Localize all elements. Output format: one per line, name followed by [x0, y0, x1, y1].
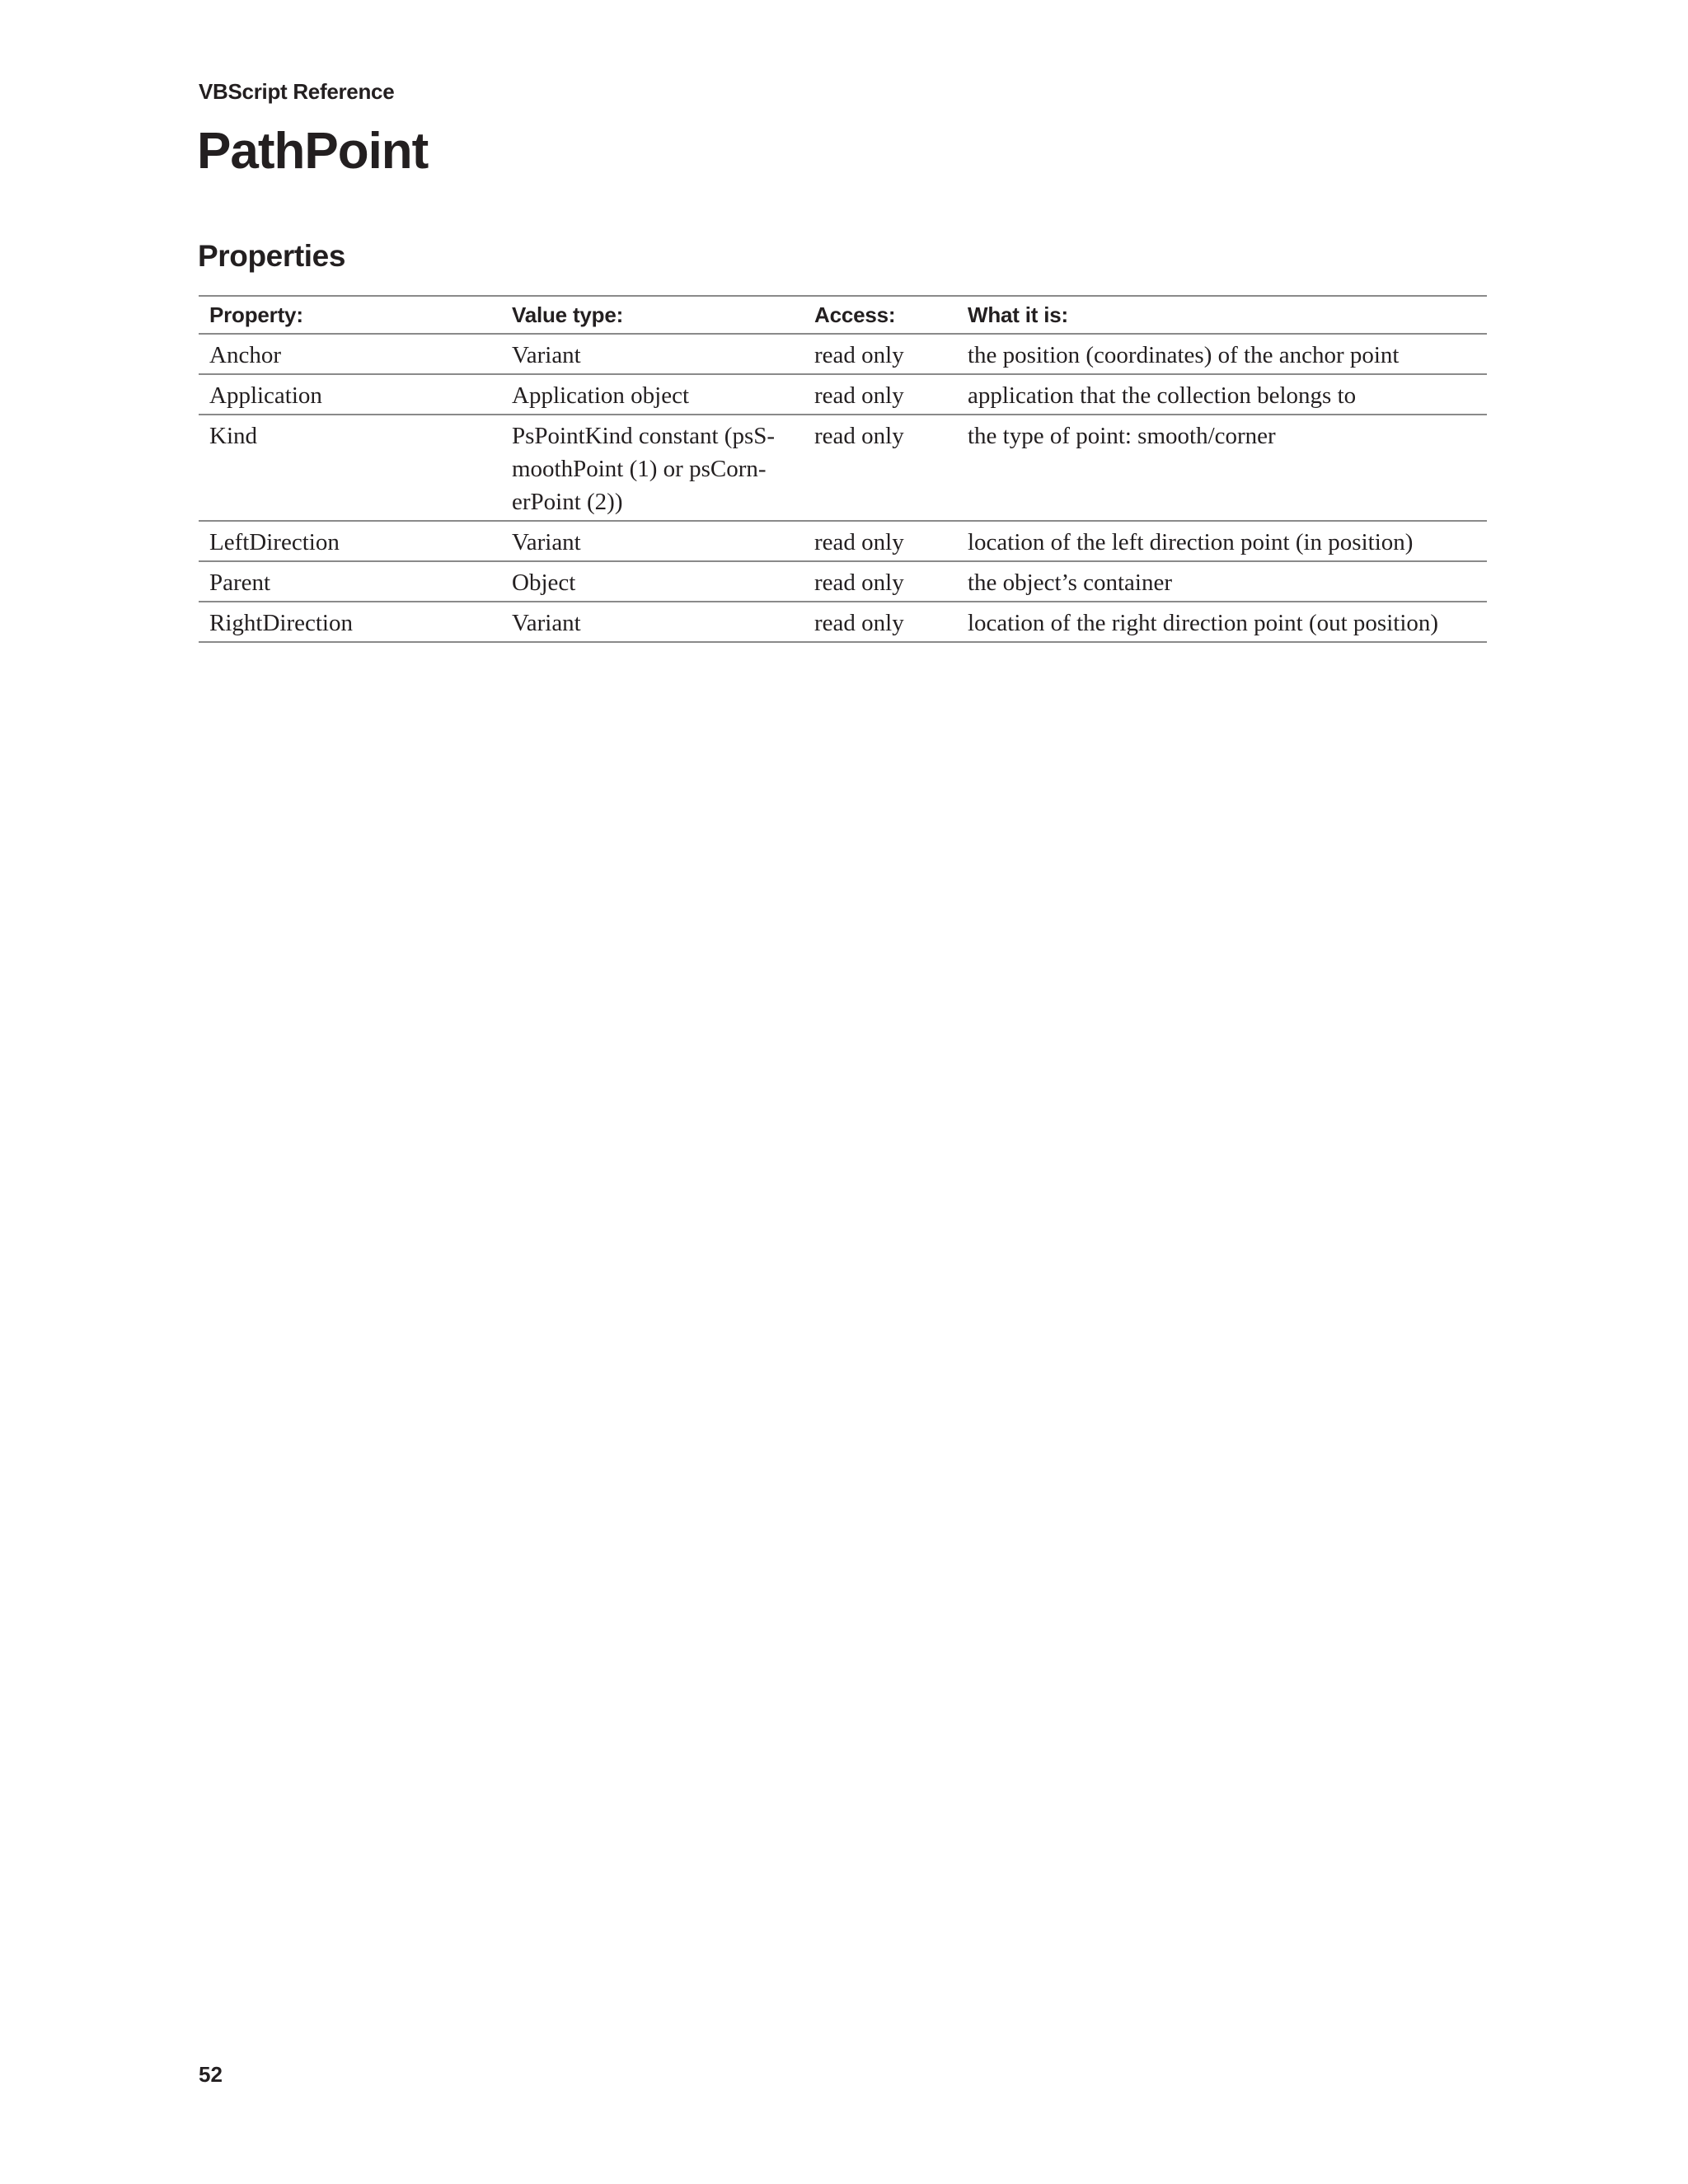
table-row	[199, 561, 1487, 602]
table-row	[199, 521, 1487, 561]
page-number: 52	[199, 2062, 223, 2087]
column-header-description: What it is:	[968, 302, 1069, 327]
section-title-properties: Properties	[198, 239, 346, 273]
cell-property: RightDirection	[209, 610, 353, 636]
column-header-access: Access:	[814, 302, 896, 327]
cell-access: read only	[814, 610, 904, 636]
cell-value-type: PsPointKind constant (psS- moothPoint (1) or psCorn- erPoint (2))	[512, 423, 776, 515]
cell-access: read only	[814, 529, 904, 555]
cell-access: read only	[814, 382, 904, 409]
cell-value-type: Variant	[512, 342, 581, 368]
column-header-property: Property:	[209, 302, 303, 327]
page-title: PathPoint	[197, 123, 429, 180]
cell-value-type: Variant	[512, 610, 581, 636]
table-header-row	[199, 296, 1487, 334]
cell-access: read only	[814, 569, 904, 596]
table-row	[199, 602, 1487, 642]
cell-property: Application	[209, 382, 322, 409]
cell-access: read only	[814, 342, 904, 368]
cell-description: location of the right direction point (out position)	[968, 610, 1439, 636]
running-head: VBScript Reference	[199, 79, 395, 104]
cell-property: Parent	[209, 569, 271, 596]
cell-description: the type of point: smooth/corner	[968, 423, 1276, 449]
cell-value-type: Object	[512, 569, 576, 596]
cell-description: the object’s container	[968, 569, 1173, 596]
cell-access: read only	[814, 423, 904, 449]
cell-value-type: Application object	[512, 382, 690, 409]
cell-description: the position (coordinates) of the anchor point	[968, 342, 1400, 368]
cell-property: LeftDirection	[209, 529, 340, 555]
table-row	[199, 334, 1487, 374]
table-row	[199, 374, 1487, 415]
column-header-value-type: Value type:	[512, 302, 624, 327]
cell-property: Kind	[209, 423, 257, 449]
properties-table	[199, 295, 1487, 643]
cell-property: Anchor	[209, 342, 281, 368]
cell-description: location of the left direction point (in position)	[968, 529, 1414, 555]
table-row	[199, 415, 1487, 521]
cell-description: application that the collection belongs to	[968, 382, 1357, 409]
cell-value-type: Variant	[512, 529, 581, 555]
